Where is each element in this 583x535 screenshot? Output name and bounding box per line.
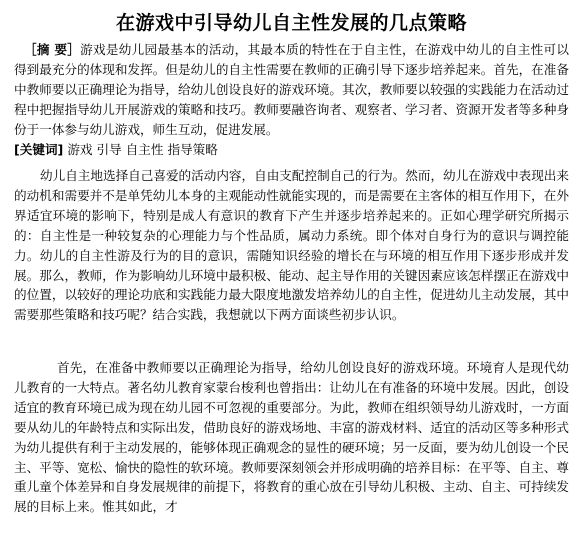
keywords-label: [关键词]: [14, 142, 64, 157]
keywords-line: [14, 140, 569, 160]
keywords-text: 游戏 引导 自主性 指导策略: [67, 142, 218, 157]
abstract-paragraph: [14, 40, 569, 140]
abstract-text: 游戏是幼儿园最基本的活动，其最本质的特性在于自主性，在游戏中幼儿的自主性可以得到最充分的体现和发挥。但是幼儿的自主性需要在教师的正确引导下逐步培养起来。首先，在准备中教师要以正确理论为指导，给幼儿创设良好的游戏环境。其次，教师要以较强的实践能力在活动过程中把握指导幼儿开展游戏的策略和技巧。教师要融咨询者、观察者、学习者、资源开发者等多种身份于一体参与幼儿游戏，师生互动，促进发展。: [14, 42, 570, 137]
body-paragraph-1: 幼儿自主地选择自己喜爱的活动内容，自由支配控制自己的行为。然而，幼儿在游戏中表现出来的动机和需要并不是单凭幼儿本身的主观能动性就能实现的，而是需要在主客体的相互作用下，在外界适宜环境的影响下，特别是成人有意识的教育下产生并逐步培养起来的。正如心理学研究所揭示的：自主性是一种较复杂的心理能力与个性品质，属动力系统。即个体对自身行为的意识与调控能力。幼儿的自主性游及行为的目的意识，需随知识经验的增长在与环境的相互作用下逐步形成并发展。那么，教师，作为影响幼儿环境中最积极、能动、起主导作用的关键因素应该怎样摆正在游戏中的位置，以较好的理论功底和实践能力最大限度地激发培养幼儿的自主性，促进幼儿主动发展，其中需要那些策略和技巧呢？结合实践，我想就以下两方面谈些初步认识。: [14, 168, 569, 323]
document-title: 在游戏中引导幼儿自主性发展的几点策略: [115, 12, 467, 34]
body-paragraph-2: 首先，在准备中教师要以正确理论为指导，给幼儿创设良好的游戏环境。环境育人是现代幼儿教育的一大特点。著名幼儿教育家蒙台梭利也曾指出：让幼儿在有准备的环境中发展。因此，创设适宜的教育环境已成为现在幼儿园不可忽视的重要部分。为此，教师在组织领导幼儿游戏时，一方面要从幼儿的年龄特点和实际出发，借助良好的游戏场地、丰富的游戏材料、适宜的活动区等多种形式为幼儿提供有利于主动发展的，能够体现正确观念的显性的硬环境；另一反面，要为幼儿创设一个民主、平等、宽松、愉快的隐性的软环境。教师要深刻领会并形成明确的培养目标：在平等、自主、尊重儿童个体差异和自身发展规律的前提下，将教育的重心放在引导幼儿积极、主动、自主、可持续发展的目标上来。惟其如此，才: [14, 360, 569, 515]
abstract-label: ［摘 要］: [24, 42, 81, 57]
